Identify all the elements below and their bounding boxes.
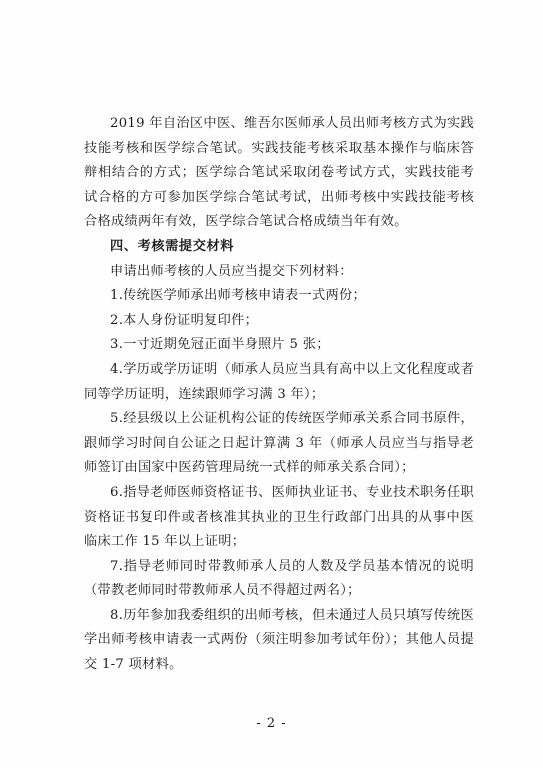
section-heading-materials: 四、考核需提交材料 xyxy=(110,238,235,254)
list-item-6: 6.指导老师医师资格证书、医师执业证书、专业技术职务任职资格证书复印件或者核准其执业的卫生行政部门出具的从事中医临床工作 15 年以上证明； xyxy=(84,484,474,550)
list-item-1: 1.传统医学师承出师考核申请表一式两份； xyxy=(110,288,366,304)
list-item-7: 7.指导老师同时带教师承人员的人数及学员基本情况的说明（带教老师同时带教师承人员不得超过两名）； xyxy=(84,558,474,599)
document-body xyxy=(84,112,474,678)
list-item-4: 4.学历或学历证明（师承人员应当具有高中以上文化程度或者同等学历证明，连续跟师学习满 3 年）； xyxy=(84,361,474,402)
paragraph-materials-intro: 申请出师考核的人员应当提交下列材料： xyxy=(110,263,353,279)
paragraph-exam-method: 2019 年自治区中医、维吾尔医师承人员出师考核方式为实践技能考核和医学综合笔试。实践技能考核采取基本操作与临床答辩相结合的方式；医学综合笔试采取闭卷考试方式，实践技能考试合格的方可参加医学综合笔试考试，出师考核中实践技能考核合格成绩两年有效，医学综合笔试合格成绩当年有效。 xyxy=(84,116,474,230)
list-item-8: 8.历年参加我委组织的出师考核，但未通过人员只填写传统医学出师考核申请表一式两份（须注明参加考试年份）；其他人员提交 1-7 项材料。 xyxy=(84,607,474,673)
page-number: - 2 - xyxy=(256,716,287,731)
list-item-2: 2.本人身份证明复印件； xyxy=(110,312,259,328)
list-item-5: 5.经县级以上公证机构公证的传统医学师承关系合同书原件，跟师学习时间自公证之日起计算满 3 年（师承人员应当与指导老师签订由国家中医药管理局统一式样的师承关系合同）； xyxy=(84,411,474,476)
list-item-3: 3.一寸近期免冠正面半身照片 5 张； xyxy=(110,337,330,353)
